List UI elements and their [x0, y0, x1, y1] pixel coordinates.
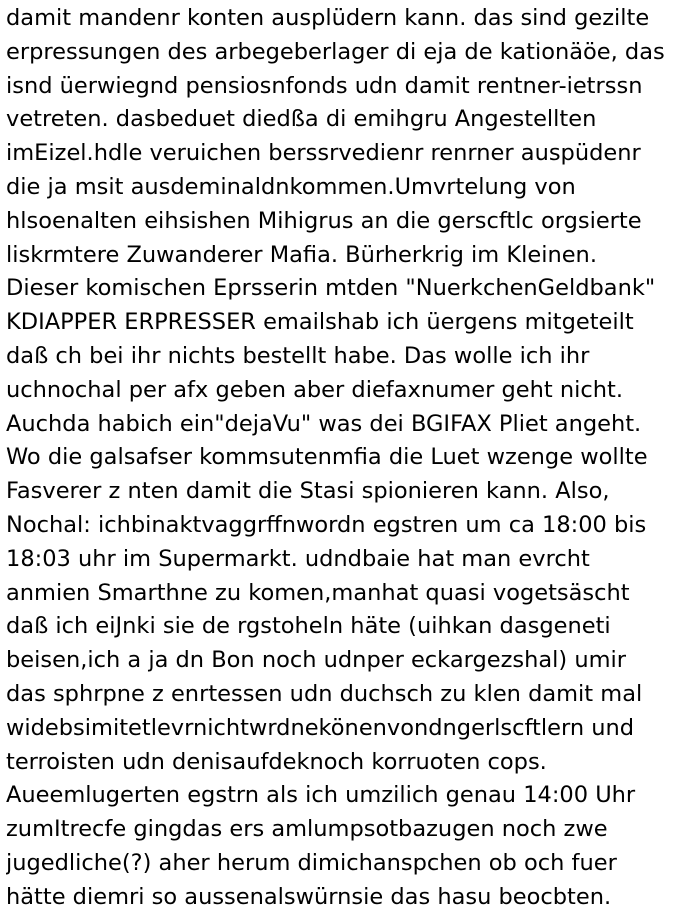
text-line: daß ch bei ihr nichts bestellt habe. Das wolle ich ihr — [6, 342, 590, 369]
text-line: daß ich eiJnki sie de rgstoheln häte (uihkan dasgeneti — [6, 613, 611, 640]
text-line: KDIAPPER ERPRESSER emailshab ich üergens mitgeteilt — [6, 309, 634, 336]
text-line: Wo die galsafser kommsutenmfia die Luet wzenge wollte — [6, 444, 648, 471]
text-line: Dieser komischen Eprsserin mtden "NuerkchenGeldbank" — [6, 275, 656, 302]
text-line: widebsimitetlevrnichtwrdnekönenvondngerlscftlern und — [6, 714, 635, 741]
text-line: Fasverer z nten damit die Stasi spionieren kann. Also, — [6, 478, 610, 505]
text-line: vetreten. dasbeduet diedßa di emihgru Angestellten — [6, 106, 597, 133]
text-line: uchnochal per afx geben aber diefaxnumer geht nicht. — [6, 376, 623, 403]
text-line: zumItrecfe gingdas ers amlumpsotbazugen noch zwe — [6, 816, 608, 843]
text-line: anmien Smarthne zu komen,manhat quasi vogetsäscht — [6, 579, 630, 606]
text-line: Auchda habich ein"dejaVu" was dei BGIFAX Pliet angeht. — [6, 410, 642, 437]
text-line: imEizel.hdle veruichen berssrvedienr renrner auspüdenr — [6, 140, 641, 167]
text-line: hätte diemri so aussenalswürnsie das hasu beocbten. — [6, 883, 612, 910]
text-line: erpressungen des arbegeberlager di eja de kationäöe, das — [6, 38, 665, 65]
text-line: 18:03 uhr im Supermarkt. udndbaie hat man evrcht — [6, 545, 590, 572]
text-line: liskrmtere Zuwanderer Mafia. Bürherkrig im Kleinen. — [6, 241, 597, 268]
text-line: hlsoenalten eihsishen Mihigrus an die gerscftlc orgsierte — [6, 207, 642, 234]
text-line: terroisten udn denisaufdeknoch korruoten cops. — [6, 748, 547, 775]
text-line: damit mandenr konten ausplüdern kann. das sind gezilte — [6, 5, 650, 31]
text-line: Aueemlugerten egstrn als ich umzilich genau 14:00 Uhr — [6, 782, 636, 809]
text-line: beisen,ich a ja dn Bon noch udnper eckargezshal) umir — [6, 647, 627, 674]
text-line: isnd üerwiegnd pensiosnfonds udn damit rentner-ietrssn — [6, 72, 643, 99]
text-line: Nochal: ichbinaktvaggrffnwordn egstren um ca 18:00 bis — [6, 511, 647, 538]
text-line: die ja msit ausdeminaldnkommen.Umvrtelung von — [6, 173, 576, 200]
text-line: das sphrpne z enrtessen udn duchsch zu klen damit mal — [6, 680, 643, 707]
text-line: jugedliche(?) aher herum dimichanspchen ob och fuer — [6, 849, 617, 876]
